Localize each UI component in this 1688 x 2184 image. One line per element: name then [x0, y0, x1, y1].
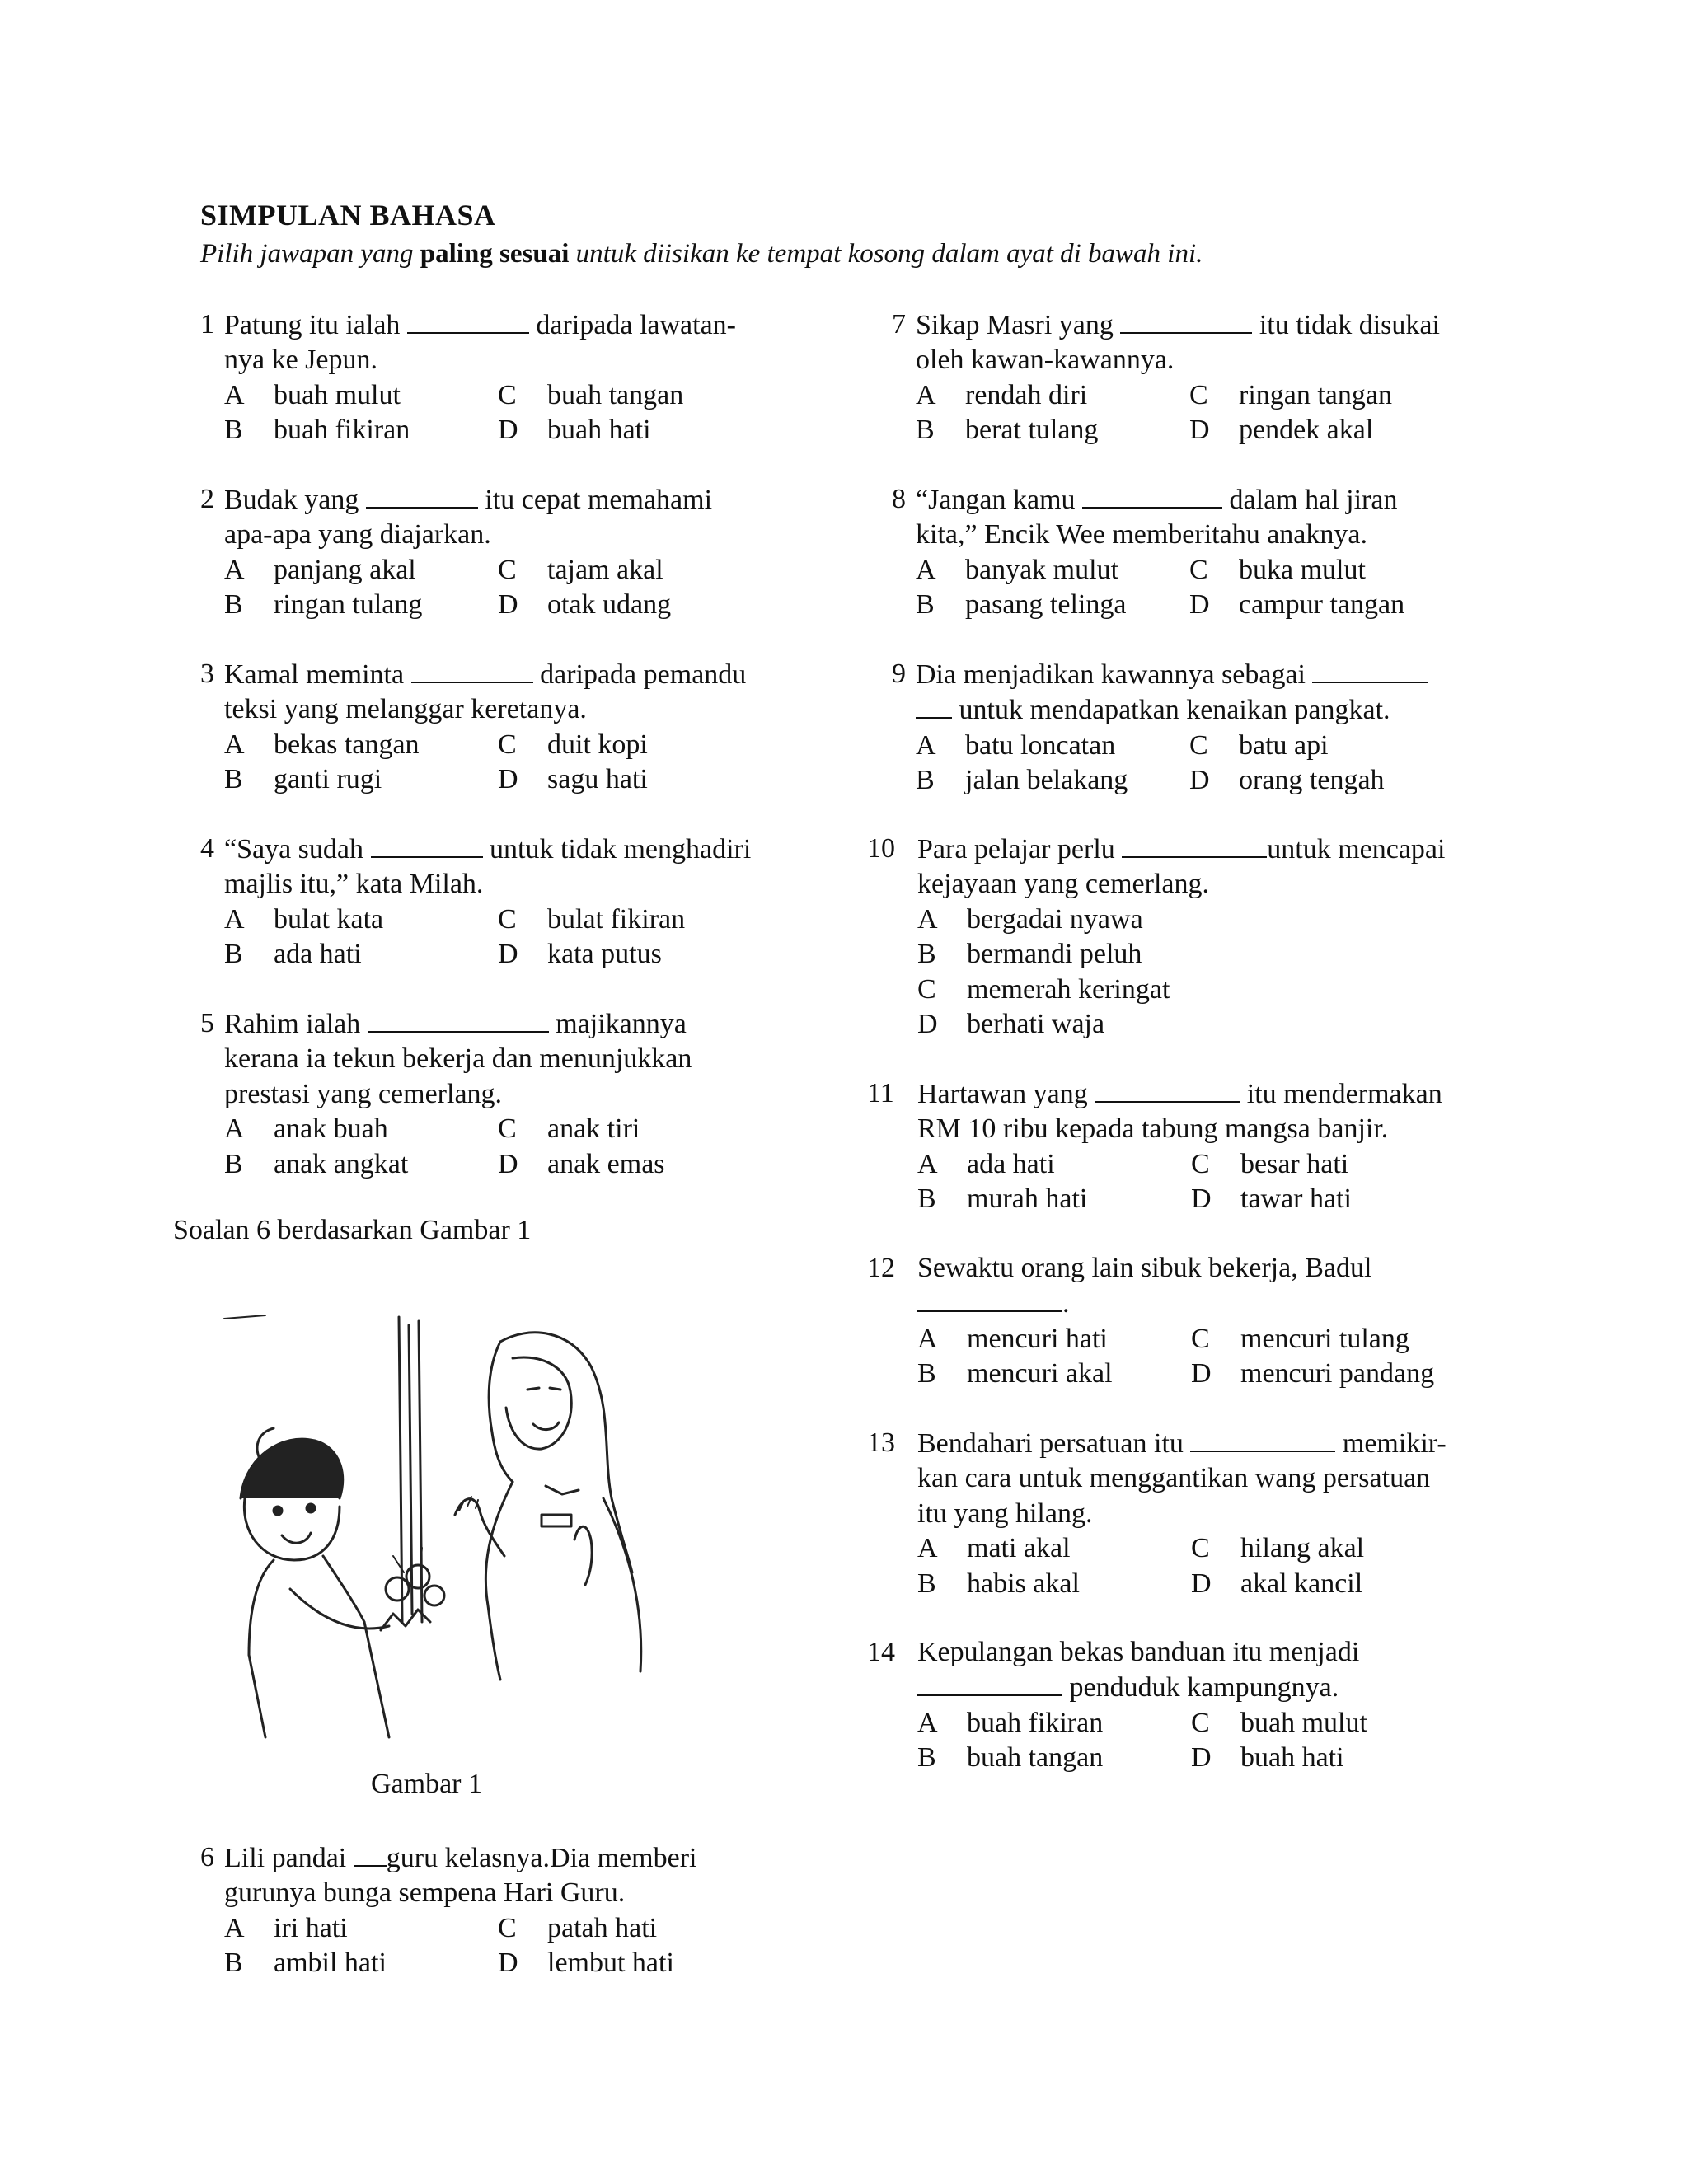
girl-arm	[290, 1589, 389, 1629]
option-c: patah hati	[547, 1912, 658, 1943]
girl-mouth	[282, 1533, 311, 1543]
question-text: Patung itu ialah	[224, 310, 407, 340]
options	[867, 1531, 1465, 1601]
question-text: daripada pemandu	[532, 659, 747, 690]
answer-blank	[1312, 657, 1428, 683]
option-letter: A	[916, 379, 936, 410]
option-a: buah fikiran	[967, 1707, 1104, 1738]
question-number: 1	[200, 309, 214, 340]
option-b: ambil hati	[274, 1947, 387, 1979]
question-number: 7	[892, 309, 906, 340]
option-a: banyak mulut	[965, 554, 1119, 585]
option-c: besar hati	[1240, 1148, 1349, 1179]
option-a: anak buah	[274, 1113, 388, 1145]
option-b: buah fikiran	[274, 415, 410, 446]
page-title: SIMPULAN BAHASA	[200, 199, 496, 232]
options	[892, 729, 1463, 799]
option-d: pendek akal	[1239, 415, 1374, 446]
question-text: RM 10 ribu kepada tabung mangsa banjir.	[917, 1113, 1389, 1145]
teacher-headscarf	[500, 1333, 632, 1572]
answer-blank	[411, 657, 533, 683]
name-tag	[542, 1515, 571, 1526]
answer-blank	[366, 482, 478, 509]
option-letter: C	[498, 1113, 517, 1145]
option-b: berat tulang	[965, 415, 1099, 446]
question-text: Kepulangan bekas banduan itu menjadi	[917, 1637, 1360, 1667]
option-a: buah mulut	[274, 379, 401, 410]
option-letter: A	[224, 554, 245, 585]
option-a: bergadai nyawa	[967, 903, 1143, 935]
option-c: anak tiri	[547, 1113, 640, 1145]
option-letter: A	[917, 1148, 938, 1179]
question-number: 10	[867, 833, 895, 864]
instructions	[200, 239, 1203, 269]
flower	[424, 1586, 444, 1605]
option-letter: A	[224, 1912, 245, 1943]
question-text: prestasi yang cemerlang.	[224, 1078, 503, 1109]
instructions-text: Pilih jawapan yang	[200, 239, 420, 269]
option-letter: B	[224, 764, 243, 795]
teacher-headscarf	[489, 1342, 513, 1482]
option-letter: A	[224, 729, 245, 760]
question-text: “Jangan kamu	[916, 485, 1083, 515]
option-d: buah hati	[1240, 1742, 1344, 1774]
option-d: orang tengah	[1239, 765, 1385, 796]
teacher-hand	[455, 1499, 504, 1556]
girl-body	[323, 1556, 364, 1622]
question-number: 5	[200, 1008, 214, 1038]
question-number: 9	[892, 658, 906, 689]
pole-line	[419, 1321, 422, 1622]
options	[867, 1706, 1465, 1776]
question-text: Bendahari persatuan itu	[917, 1428, 1191, 1459]
question-text: Kamal meminta	[224, 659, 411, 690]
option-c: bulat fikiran	[547, 903, 686, 935]
question-11	[867, 1076, 1465, 1217]
answer-blank	[1190, 1426, 1335, 1452]
answer-blank	[1120, 307, 1252, 334]
option-letter: A	[224, 903, 245, 935]
option-letter: D	[498, 1148, 518, 1179]
option-d: sagu hati	[547, 764, 648, 795]
question-9	[892, 657, 1463, 799]
option-a: rendah diri	[965, 379, 1088, 410]
teacher-girl-illustration	[216, 1309, 710, 1754]
option-a: batu loncatan	[965, 729, 1116, 761]
option-c: tajam akal	[547, 554, 663, 585]
question-text: nya ke Jepun.	[224, 344, 378, 376]
question-6	[200, 1840, 771, 1981]
option-d: tawar hati	[1240, 1183, 1352, 1215]
option-c: buah mulut	[1240, 1707, 1367, 1738]
answer-blank	[917, 1670, 1062, 1696]
option-letter: B	[916, 589, 935, 621]
teacher-smile	[533, 1422, 559, 1430]
option-letter: D	[1191, 1358, 1212, 1390]
question-text: penduduk kampungnya.	[1062, 1672, 1339, 1704]
answer-blank	[368, 1006, 549, 1033]
girl-body	[249, 1655, 265, 1737]
option-b: habis akal	[967, 1568, 1080, 1599]
answer-blank	[1122, 832, 1267, 858]
question-text: Sikap Masri yang	[916, 310, 1121, 340]
answer-blank	[917, 1286, 1062, 1312]
option-letter: C	[1191, 1148, 1210, 1179]
question-text: .	[1062, 1288, 1070, 1319]
option-letter: B	[917, 1568, 936, 1599]
question-text: “Saya sudah	[224, 834, 371, 865]
option-letter: A	[224, 379, 245, 410]
option-letter: A	[916, 554, 936, 585]
option-letter: B	[917, 1358, 936, 1390]
option-c: ringan tangan	[1239, 379, 1392, 410]
question-text: daripada lawatan-	[528, 310, 737, 340]
option-letter: C	[498, 729, 517, 760]
option-a: bekas tangan	[274, 729, 420, 760]
answer-blank	[371, 832, 483, 858]
question-text: dalam hal jiran	[1222, 485, 1398, 515]
gambar-caption: Gambar 1	[371, 1769, 483, 1799]
options	[200, 1911, 771, 1981]
teacher-body	[603, 1498, 641, 1671]
option-letter: C	[917, 973, 936, 1005]
options	[892, 378, 1463, 448]
option-letter: A	[917, 1533, 938, 1564]
answer-blank-cont	[916, 692, 952, 719]
option-letter: D	[1191, 1742, 1212, 1774]
options	[867, 1147, 1465, 1217]
teacher-body	[485, 1482, 513, 1680]
question-1	[200, 307, 771, 448]
option-d: anak emas	[547, 1148, 665, 1179]
option-c: hilang akal	[1240, 1533, 1365, 1564]
options	[200, 378, 771, 448]
option-letter: D	[917, 1009, 938, 1040]
option-letter: A	[917, 1323, 938, 1354]
option-b: anak angkat	[274, 1148, 409, 1179]
girl-eye	[307, 1504, 315, 1512]
option-letter: C	[498, 903, 517, 935]
options	[867, 902, 1461, 1043]
girl-face	[244, 1498, 340, 1560]
option-letter: C	[1191, 1533, 1210, 1564]
option-letter: D	[1189, 415, 1210, 446]
option-letter: D	[1189, 589, 1210, 621]
option-c: batu api	[1239, 729, 1329, 761]
option-letter: B	[916, 415, 935, 446]
question-5	[200, 1006, 771, 1182]
teacher-face	[506, 1357, 571, 1449]
option-c: buka mulut	[1239, 554, 1366, 585]
option-b: buah tangan	[967, 1742, 1104, 1774]
question-number: 2	[200, 484, 214, 514]
question-3	[200, 657, 771, 798]
option-letter: B	[224, 1148, 243, 1179]
option-letter: A	[917, 903, 938, 935]
option-letter: B	[224, 939, 243, 970]
question-12	[867, 1251, 1465, 1392]
question-number: 13	[867, 1427, 895, 1458]
answer-blank	[407, 307, 529, 334]
flower-stem	[393, 1548, 422, 1572]
question-number: 14	[867, 1637, 895, 1667]
option-letter: C	[498, 379, 517, 410]
option-d: lembut hati	[547, 1947, 674, 1979]
option-a: iri hati	[274, 1912, 348, 1943]
option-a: mencuri hati	[967, 1323, 1108, 1354]
question-7	[892, 307, 1463, 448]
question-text: kan cara untuk menggantikan wang persatuan	[917, 1463, 1431, 1494]
flower	[406, 1565, 429, 1588]
question-text: majlis itu,” kata Milah.	[224, 869, 484, 900]
teacher-eye	[528, 1388, 539, 1390]
question-text: itu tidak disukai	[1252, 310, 1440, 340]
option-letter: C	[1191, 1323, 1210, 1354]
question-text: memikir-	[1335, 1428, 1447, 1459]
girl-body	[364, 1622, 389, 1737]
question-text: apa-apa yang diajarkan.	[224, 519, 491, 551]
option-b: pasang telinga	[965, 589, 1127, 621]
option-c: buah tangan	[547, 379, 684, 410]
option-d: buah hati	[547, 415, 651, 446]
option-a: panjang akal	[274, 554, 416, 585]
question-text: guru kelasnya.Dia memberi	[386, 1843, 697, 1873]
option-letter: D	[1191, 1568, 1212, 1599]
option-b: mencuri akal	[967, 1358, 1113, 1390]
option-letter: B	[917, 1183, 936, 1215]
question-number: 3	[200, 658, 214, 689]
question-14	[867, 1635, 1465, 1776]
option-letter: B	[917, 939, 936, 970]
question-number: 4	[200, 833, 214, 864]
question-number: 6	[200, 1842, 214, 1872]
options	[200, 902, 771, 972]
question-text: Hartawan yang	[917, 1079, 1095, 1109]
question-text: Budak yang	[224, 485, 366, 515]
question-4	[200, 832, 771, 972]
question-2	[200, 482, 771, 623]
question-text: Para pelajar perlu	[917, 834, 1123, 865]
option-letter: C	[1189, 379, 1208, 410]
pole-line	[399, 1317, 402, 1622]
question-8	[892, 482, 1463, 623]
question-text: itu cepat memahami	[477, 485, 713, 515]
option-letter: B	[916, 765, 935, 796]
question-text: untuk mencapai	[1267, 834, 1446, 865]
question-text: gurunya bunga sempena Hari Guru.	[224, 1877, 626, 1909]
question-13	[867, 1426, 1465, 1601]
question-text: Rahim ialah	[224, 1009, 368, 1039]
option-letter: D	[1191, 1183, 1212, 1215]
option-letter: C	[498, 554, 517, 585]
options	[867, 1322, 1465, 1392]
options	[892, 553, 1463, 623]
teacher-hand	[574, 1526, 592, 1585]
option-letter: D	[498, 1947, 518, 1979]
option-d: campur tangan	[1239, 589, 1405, 621]
option-a: mati akal	[967, 1533, 1071, 1564]
option-letter: B	[917, 1742, 936, 1774]
option-letter: C	[498, 1912, 517, 1943]
option-a: ada hati	[967, 1148, 1055, 1179]
question-text: untuk mendapatkan kenaikan pangkat.	[952, 695, 1390, 726]
option-letter: A	[224, 1113, 245, 1145]
option-letter: D	[1189, 765, 1210, 796]
instructions-emphasis: paling sesuai	[420, 239, 570, 269]
teacher-collar	[546, 1486, 579, 1494]
option-d: otak udang	[547, 589, 672, 621]
option-d: berhati waja	[967, 1009, 1105, 1040]
question-text: teksi yang melanggar keretanya.	[224, 694, 587, 725]
option-letter: A	[917, 1707, 938, 1738]
option-letter: D	[498, 589, 518, 621]
girl-eye	[274, 1507, 282, 1515]
question-text: majikannya	[548, 1009, 687, 1039]
option-letter: C	[1191, 1707, 1210, 1738]
flower	[386, 1577, 409, 1601]
option-letter: D	[498, 764, 518, 795]
answer-blank	[1095, 1076, 1240, 1103]
option-c: mencuri tulang	[1240, 1323, 1409, 1354]
answer-blank	[354, 1840, 387, 1867]
option-letter: C	[1189, 729, 1208, 761]
question-text: Lili pandai	[224, 1843, 354, 1873]
options	[200, 728, 771, 798]
option-b: jalan belakang	[965, 765, 1128, 796]
question-text: oleh kawan-kawannya.	[916, 344, 1175, 376]
option-d: akal kancil	[1240, 1568, 1363, 1599]
option-letter: B	[224, 1947, 243, 1979]
teacher-eye	[550, 1388, 560, 1390]
soalan-6-intro: Soalan 6 berdasarkan Gambar 1	[173, 1215, 532, 1245]
question-number: 12	[867, 1253, 895, 1283]
question-number: 11	[867, 1078, 894, 1108]
question-text: itu yang hilang.	[917, 1497, 1093, 1529]
option-b: ringan tulang	[274, 589, 423, 621]
question-text: Dia menjadikan kawannya sebagai	[916, 659, 1313, 690]
option-d: mencuri pandang	[1240, 1358, 1435, 1390]
option-b: ganti rugi	[274, 764, 382, 795]
option-b: murah hati	[967, 1183, 1088, 1215]
question-number: 8	[892, 484, 906, 514]
question-text: kejayaan yang cemerlang.	[917, 869, 1209, 900]
girl-body	[249, 1560, 274, 1655]
option-b: ada hati	[274, 939, 362, 970]
option-a: bulat kata	[274, 903, 384, 935]
option-letter: B	[224, 415, 243, 446]
option-letter: D	[498, 415, 518, 446]
question-text: untuk tidak menghadiri	[482, 834, 752, 865]
question-text: kita,” Encik Wee memberitahu anaknya.	[916, 519, 1367, 551]
option-c: memerah keringat	[967, 973, 1170, 1005]
option-d: kata putus	[547, 939, 662, 970]
option-b: bermandi peluh	[967, 939, 1142, 970]
question-10	[867, 832, 1461, 1042]
question-text: kerana ia tekun bekerja dan menunjukkan	[224, 1043, 692, 1075]
option-letter: D	[498, 939, 518, 970]
instructions-text-end: untuk diisikan ke tempat kosong dalam ayat di bawah ini.	[569, 239, 1203, 269]
answer-blank	[1082, 482, 1222, 509]
question-text: Sewaktu orang lain sibuk bekerja, Badul	[917, 1253, 1372, 1283]
option-letter: B	[224, 589, 243, 621]
options	[200, 1112, 771, 1182]
option-c: duit kopi	[547, 729, 648, 760]
question-text: itu mendermakan	[1240, 1079, 1442, 1109]
options	[200, 553, 771, 623]
option-letter: C	[1189, 554, 1208, 585]
option-letter: A	[916, 729, 936, 761]
stray-line	[224, 1315, 265, 1319]
